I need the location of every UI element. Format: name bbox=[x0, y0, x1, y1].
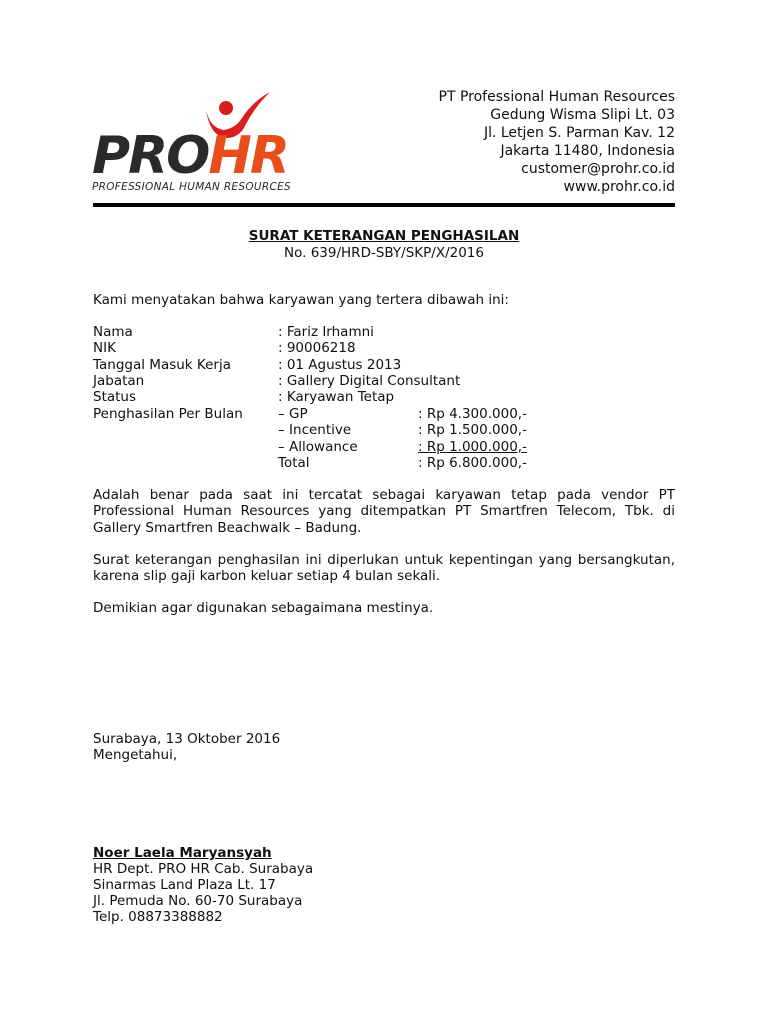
field-label-nama: Nama bbox=[93, 324, 133, 340]
company-logo bbox=[92, 88, 337, 200]
field-value-jabatan: : Gallery Digital Consultant bbox=[278, 373, 461, 389]
field-label-tanggal: Tanggal Masuk Kerja bbox=[93, 357, 231, 373]
field-label-status: Status bbox=[93, 389, 137, 405]
signer-name: Noer Laela Maryansyah bbox=[93, 845, 272, 861]
body-paragraph-1: Adalah benar pada saat ini tercatat sebagai karyawan tetap pada vendor PT Professional Human Resources yang ditempatkan PT Smartfren Telecom, Tbk. di Gallery Smartfren Beachwalk – Badung. bbox=[93, 487, 675, 536]
document-title: SURAT KETERANGAN PENGHASILAN bbox=[248, 228, 520, 244]
signer-line: Sinarmas Land Plaza Lt. 17 bbox=[93, 877, 276, 893]
signer-phone: Telp. 08873388882 bbox=[93, 909, 223, 925]
income-amount-allowance: : Rp 1.000.000,- bbox=[418, 439, 527, 455]
body-paragraph-3: Demikian agar digunakan sebagaimana mestinya. bbox=[93, 600, 434, 616]
logo-pro: PRO bbox=[92, 126, 209, 186]
header-divider bbox=[93, 203, 675, 207]
document-number: No. 639/HRD-SBY/SKP/X/2016 bbox=[284, 245, 484, 261]
signer-line: Jl. Pemuda No. 60-70 Surabaya bbox=[93, 893, 303, 909]
income-total-label: Total bbox=[278, 455, 310, 471]
website-line: www.prohr.co.id bbox=[563, 179, 675, 195]
income-item-gp: – GP bbox=[278, 406, 308, 422]
field-value-nama: : Fariz Irhamni bbox=[278, 324, 374, 340]
company-address bbox=[439, 88, 675, 196]
field-value-tanggal: : 01 Agustus 2013 bbox=[278, 357, 402, 373]
field-label-jabatan: Jabatan bbox=[93, 373, 145, 389]
logo-wordmark bbox=[92, 128, 288, 184]
address-line: Jakarta 11480, Indonesia bbox=[500, 143, 675, 159]
income-label: Penghasilan Per Bulan bbox=[93, 406, 243, 422]
field-value-nik: : 90006218 bbox=[278, 340, 356, 356]
address-line: Jl. Letjen S. Parman Kav. 12 bbox=[483, 125, 675, 141]
logo-hr: HR bbox=[208, 126, 288, 186]
field-value-status: : Karyawan Tetap bbox=[278, 389, 395, 405]
email-line: customer@prohr.co.id bbox=[521, 161, 675, 177]
income-amount-incentive: : Rp 1.500.000,- bbox=[418, 422, 527, 438]
signer-line: HR Dept. PRO HR Cab. Surabaya bbox=[93, 861, 314, 877]
acknowledged-text: Mengetahui, bbox=[93, 747, 178, 763]
address-line: Gedung Wisma Slipi Lt. 03 bbox=[490, 107, 675, 123]
income-item-allowance: – Allowance bbox=[278, 439, 358, 455]
place-date: Surabaya, 13 Oktober 2016 bbox=[93, 731, 281, 747]
income-total-amount: : Rp 6.800.000,- bbox=[418, 455, 527, 471]
field-label-nik: NIK bbox=[93, 340, 116, 356]
income-amount-gp: : Rp 4.300.000,- bbox=[418, 406, 527, 422]
income-item-incentive: – Incentive bbox=[278, 422, 352, 438]
logo-tagline: PROFESSIONAL HUMAN RESOURCES bbox=[92, 181, 291, 193]
address-line: PT Professional Human Resources bbox=[438, 89, 675, 105]
body-paragraph-2: Surat keterangan penghasilan ini diperlukan untuk kepentingan yang bersangkutan, karena slip gaji karbon keluar setiap 4 bulan sekali. bbox=[93, 552, 675, 585]
intro-text: Kami menyatakan bahwa karyawan yang tertera dibawah ini: bbox=[93, 292, 509, 308]
